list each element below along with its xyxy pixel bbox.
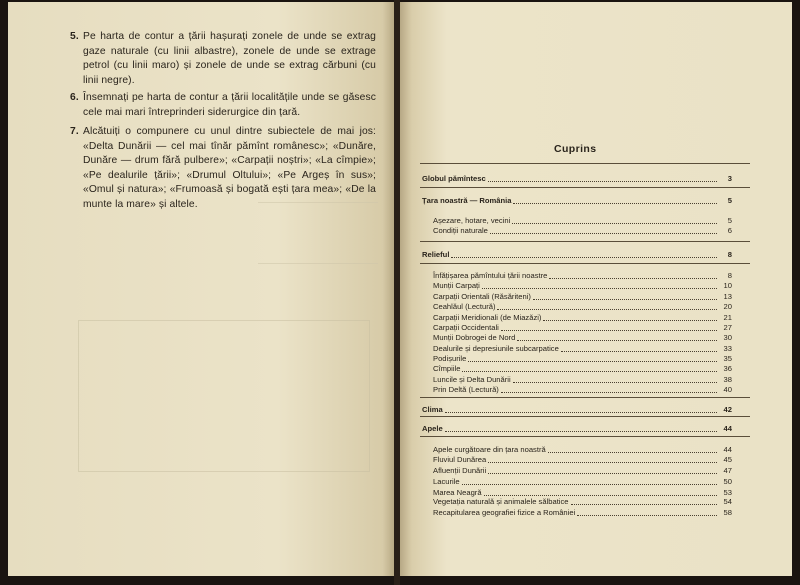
- toc-entry: [433, 384, 732, 395]
- toc-page-number: 33: [723, 344, 732, 353]
- toc-entry-title: Globul pămîntesc: [422, 174, 486, 183]
- toc-leader-dots: [497, 309, 717, 310]
- toc-entry-title: Carpații Meridionali (de Miazăzi): [433, 313, 542, 322]
- toc-chapter: [422, 195, 732, 206]
- toc-entry-title: Carpații Occidentali: [433, 323, 499, 332]
- toc-page-number: 45: [723, 455, 732, 464]
- toc-entry-title: Podișurile: [433, 354, 467, 363]
- task-7: [70, 125, 376, 210]
- toc-page-number: 42: [723, 405, 732, 414]
- toc-page-number: 44: [723, 424, 732, 433]
- toc-entry: [433, 454, 732, 465]
- toc-chapter: [422, 249, 732, 260]
- toc-leader-dots: [512, 223, 717, 224]
- task-number: 6.: [70, 92, 79, 103]
- toc-divider: [420, 416, 750, 417]
- toc-entry-title: Ceahlăul (Lectură): [433, 302, 496, 311]
- toc-page-number: 27: [723, 323, 732, 332]
- toc-divider: [420, 436, 750, 437]
- toc-entry-title: Apele: [422, 424, 443, 433]
- toc-page-number: 8: [727, 250, 732, 259]
- toc-entry-title: Relieful: [422, 250, 450, 259]
- toc-page-number: 21: [723, 313, 732, 322]
- task-number: 7.: [70, 126, 79, 137]
- toc-entry-title: Luncile și Delta Dunării: [433, 375, 511, 384]
- toc-leader-dots: [561, 351, 717, 352]
- toc-entry-title: Vegetația naturală și animalele sălbatice: [433, 497, 569, 506]
- toc-page-number: 35: [723, 354, 732, 363]
- toc-leader-dots: [488, 181, 717, 182]
- toc-leader-dots: [501, 330, 717, 331]
- task-number: 5.: [70, 31, 79, 42]
- toc-entry: [433, 507, 732, 518]
- toc-divider: [420, 263, 750, 264]
- toc-divider: [420, 241, 750, 242]
- task-text: Însemnați pe harta de contur a țării localitățile unde se găsesc cele mai mari întreprinderi siderurgice din țară.: [83, 92, 376, 118]
- left-page: [8, 2, 394, 576]
- toc-leader-dots: [445, 431, 717, 432]
- toc-leader-dots: [490, 233, 717, 234]
- toc-title: Cuprins: [554, 143, 597, 155]
- toc-entry: [433, 496, 732, 507]
- toc-page-number: 58: [723, 508, 732, 517]
- show-through-table: [78, 320, 370, 472]
- toc-entry: [433, 332, 732, 343]
- toc-entry: [433, 225, 732, 236]
- toc-entry: [433, 280, 732, 291]
- toc-page-number: 40: [723, 385, 732, 394]
- toc-entry-title: Clima: [422, 405, 443, 414]
- toc-entry-title: Prin Deltă (Lectură): [433, 385, 499, 394]
- toc-leader-dots: [488, 462, 717, 463]
- toc-entry-title: Marea Neagră: [433, 488, 482, 497]
- toc-entry-title: Așezare, hotare, vecini: [433, 216, 511, 225]
- toc-page-number: 5: [727, 216, 732, 225]
- toc-entry-title: Cîmpiile: [433, 364, 461, 373]
- toc-leader-dots: [488, 473, 717, 474]
- toc-chapter: [422, 423, 732, 434]
- toc-entry-title: Recapitularea geografiei fizice a României: [433, 508, 576, 517]
- toc-page-number: 10: [723, 281, 732, 290]
- toc-page-number: 6: [727, 226, 732, 235]
- toc-leader-dots: [462, 371, 717, 372]
- toc-leader-dots: [549, 278, 717, 279]
- toc-page-number: 30: [723, 333, 732, 342]
- toc-leader-dots: [513, 382, 717, 383]
- toc-page-number: 54: [723, 497, 732, 506]
- toc-leader-dots: [533, 299, 717, 300]
- toc-leader-dots: [517, 340, 717, 341]
- toc-leader-dots: [501, 392, 717, 393]
- toc-entry-title: Condiții naturale: [433, 226, 488, 235]
- toc-page-number: 50: [723, 477, 732, 486]
- toc-entry-title: Dealurile și depresiunile subcarpatice: [433, 344, 559, 353]
- toc-leader-dots: [462, 484, 717, 485]
- toc-page-number: 20: [723, 302, 732, 311]
- toc-entry: [433, 363, 732, 374]
- toc-page-number: 3: [727, 174, 732, 183]
- toc-page-number: 53: [723, 488, 732, 497]
- toc-entry-title: Munții Carpați: [433, 281, 480, 290]
- toc-entry-title: Munții Dobrogei de Nord: [433, 333, 516, 342]
- toc-leader-dots: [577, 515, 717, 516]
- toc-entry-title: Carpații Orientali (Răsăriteni): [433, 292, 531, 301]
- toc-entry-title: Lacurile: [433, 477, 460, 486]
- toc-leader-dots: [513, 203, 717, 204]
- toc-page-number: 36: [723, 364, 732, 373]
- toc-leader-dots: [482, 288, 717, 289]
- toc-entry: [433, 476, 732, 487]
- toc-page-number: 47: [723, 466, 732, 475]
- toc-entry-title: Fluviul Dunărea: [433, 455, 487, 464]
- toc-leader-dots: [543, 320, 717, 321]
- toc-leader-dots: [548, 452, 717, 453]
- toc-leader-dots: [451, 257, 717, 258]
- toc-chapter: [422, 173, 732, 184]
- toc-entry-title: Apele curgătoare din țara noastră: [433, 445, 546, 454]
- toc-entry-title: Afluenții Dunării: [433, 466, 487, 475]
- task-text: Pe harta de contur a țării hașurați zonele de unde se extrag gaze naturale (cu linii albastre), zonele de unde se extrage petrol (cu linii maro) și zonele de unde se extrag cărbuni (cu linii negre).: [83, 31, 376, 86]
- right-page: [400, 2, 792, 576]
- task-5: [70, 30, 376, 86]
- toc-entry: [433, 301, 732, 312]
- toc-page-number: 38: [723, 375, 732, 384]
- toc-entry-title: Înfățișarea pămîntului țării noastre: [433, 271, 548, 280]
- toc-divider: [420, 187, 750, 188]
- toc-entry: [433, 465, 732, 476]
- toc-page-number: 44: [723, 445, 732, 454]
- toc-divider: [420, 397, 750, 398]
- toc-leader-dots: [571, 504, 717, 505]
- toc-entry-title: Țara noastră — România: [422, 196, 512, 205]
- toc-page-number: 5: [727, 196, 732, 205]
- toc-leader-dots: [445, 412, 717, 413]
- task-text: Alcătuiți o compunere cu unul dintre subiectele de mai jos: «Delta Dunării — cel mai tînăr pămînt românesc»; «Dunăre, Dunăre — drum fără pulbere»; «Carpații noștri»; «La cîmpie»; «Pe dealurile țării»; «Drumul Oltului»; «Pe Argeș în sus»; «Omul și natura»; «Frumoasă și bogată ești țara mea»; «De la munte la mare» și altele.: [83, 126, 376, 210]
- toc-leader-dots: [468, 361, 717, 362]
- toc-page-number: 8: [727, 271, 732, 280]
- toc-chapter: [422, 404, 732, 415]
- task-6: [70, 91, 376, 121]
- toc-divider: [420, 163, 750, 164]
- toc-page-number: 13: [723, 292, 732, 301]
